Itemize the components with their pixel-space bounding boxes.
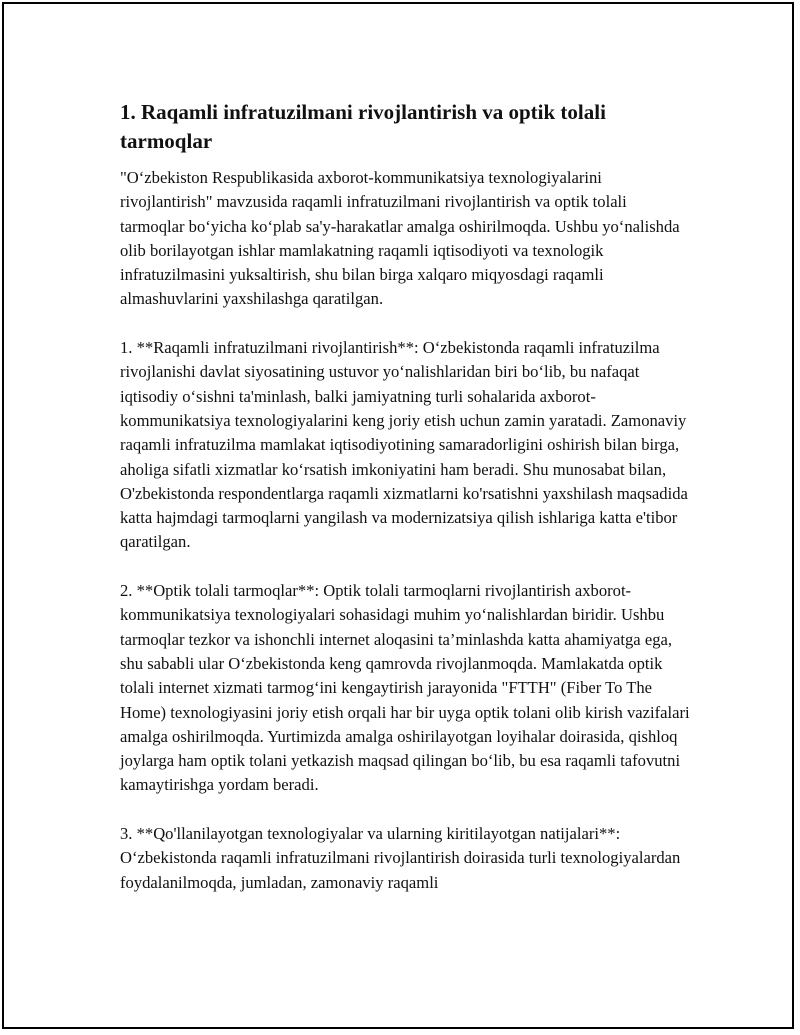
- paragraph-digital-infrastructure: 1. **Raqamli infratuzilmani rivojlantirish**: O‘zbekistonda raqamli infratuzilma rivojlanishi davlat siyosatining ustuvor yo‘nalishlaridan biri bo‘lib, bu nafaqat iqtisodiy o‘sishni ta'minlash, balki jamiyatning turli sohalarida axborot-kommunikatsiya texnologiyalarini keng joriy etish uchun zamin yaratadi. Zamonaviy raqamli infratuzilma mamlakat iqtisodiyotining samaradorligini oshirish bilan birga, aholiga sifatli xizmatlar ko‘rsatish imkoniyatini ham beradi. Shu munosabat bilan, O'zbekistonda respondentlarga raqamli xizmatlarni ko'rsatishni yaxshilash maqsadida katta hajmdagi tarmoqlarni yangilash va modernizatsiya qilish ishlariga katta e'tibor qaratilgan.: [120, 338, 688, 552]
- paragraph-technologies: 3. **Qo'llanilayotgan texnologiyalar va ularning kiritilayotgan natijalari**: O‘zbekistonda raqamli infratuzilmani rivojlantirish doirasida turli texnologiyalardan foydalanilmoqda, jumladan, zamonaviy raqamli: [120, 824, 681, 892]
- paragraph-fiber-networks: 2. **Optik tolali tarmoqlar**: Optik tolali tarmoqlarni rivojlantirish axborot-kommunikatsiya texnologiyalari sohasidagi muhim yo‘nalishlardan biridir. Ushbu tarmoqlar tezkor va ishonchli internet aloqasini ta’minlashda katta ahamiyatga ega, shu sababli ular O‘zbekistonda keng qamrovda rivojlanmoqda. Mamlakatda optik tolali internet xizmati tarmog‘ini kengaytirish jarayonida "FTTH" (Fiber To The Home) texnologiyasini joriy etish orqali har bir uyga optik tolani olib kirish vazifalari amalga oshirilmoqda. Yurtimizda amalga oshirilayotgan loyihalar doirasida, qishloq joylarga ham optik tolani yetkazish maqsad qilingan bo‘lib, bu esa raqamli tafovutni kamaytirishga yordam beradi.: [120, 581, 690, 795]
- section-heading: 1. Raqamli infratuzilmani rivojlantirish va optik tolali tarmoqlar: [120, 100, 606, 153]
- document-page: [2, 2, 794, 1029]
- document-content: [120, 98, 695, 919]
- intro-paragraph: "O‘zbekiston Respublikasida axborot-kommunikatsiya texnologiyalarini rivojlantirish" mavzusida raqamli infratuzilmani rivojlantirish va optik tolali tarmoqlar bo‘yicha ko‘plab sa'y-harakatlar amalga oshirilmoqda. Ushbu yo‘nalishda olib borilayotgan ishlar mamlakatning raqamli iqtisodiyoti va texnologik infratuzilmasini yuksaltirish, shu bilan birga xalqaro miqyosdagi raqamli almashuvlarini yaxshilashga qaratilgan.: [120, 168, 680, 309]
